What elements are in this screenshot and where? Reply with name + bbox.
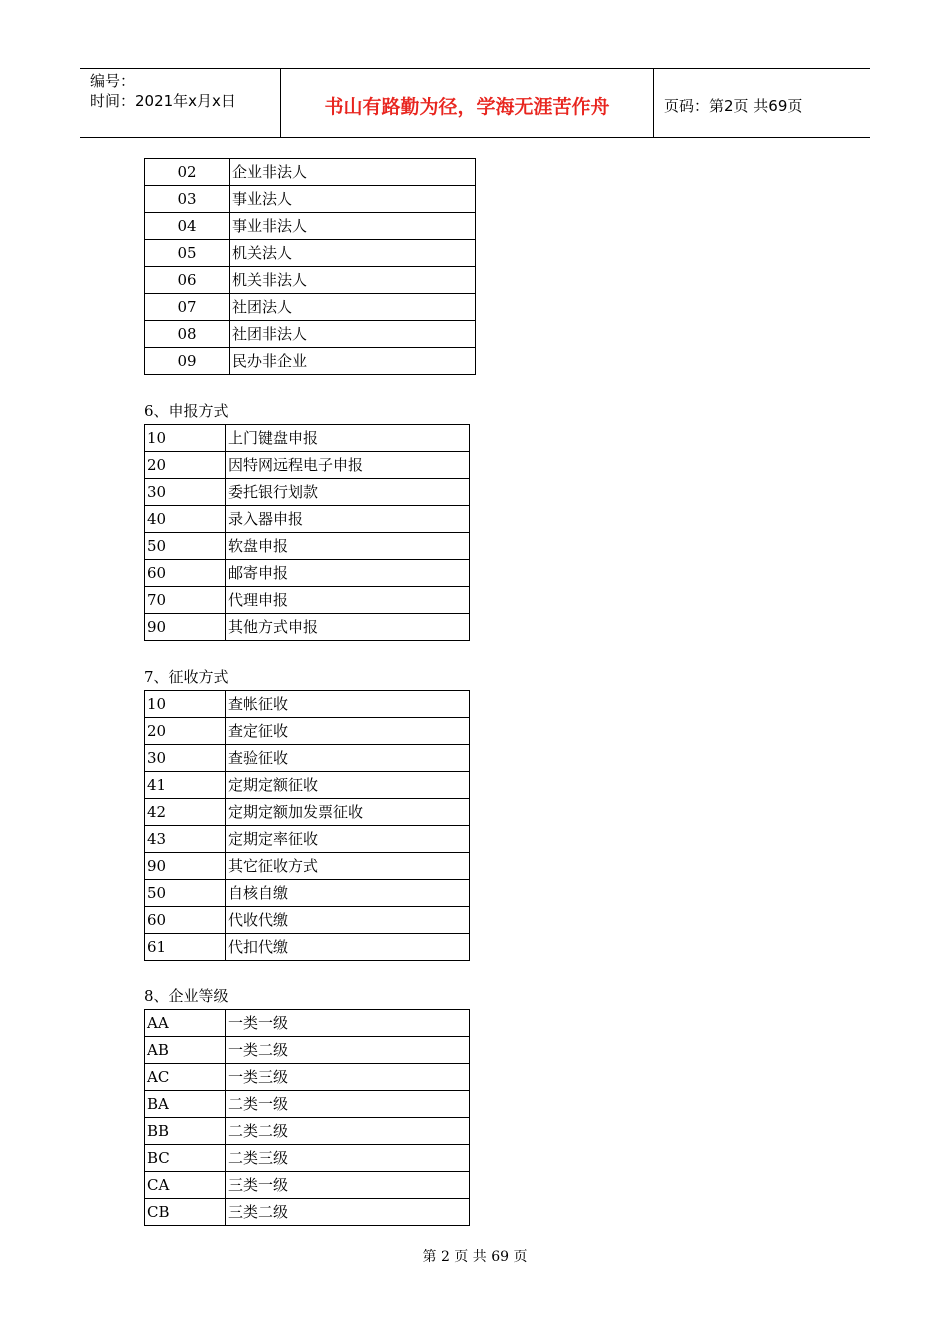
table-row	[145, 772, 470, 799]
table-row	[145, 826, 470, 853]
table-row	[145, 533, 470, 560]
table-row	[145, 213, 476, 240]
description-cell: 机关法人	[230, 240, 476, 267]
description-cell: 查验征收	[226, 745, 470, 772]
page-header	[80, 68, 870, 138]
table-row	[145, 745, 470, 772]
description-cell: 因特网远程电子申报	[226, 452, 470, 479]
table-row	[145, 614, 470, 641]
table-row	[145, 587, 470, 614]
code-cell: 90	[145, 853, 226, 880]
table-row	[145, 1118, 470, 1145]
code-cell: 04	[145, 213, 230, 240]
code-cell: 10	[145, 691, 226, 718]
code-cell: BC	[145, 1145, 226, 1172]
code-cell: CA	[145, 1172, 226, 1199]
code-cell: 05	[145, 240, 230, 267]
table-row	[145, 1010, 470, 1037]
header-page-info: 页码：第2页 共69页	[664, 96, 803, 115]
code-cell: 03	[145, 186, 230, 213]
description-cell: 一类二级	[226, 1037, 470, 1064]
table-row	[145, 240, 476, 267]
code-cell: BB	[145, 1118, 226, 1145]
code-cell: BA	[145, 1091, 226, 1118]
page-footer: 第 2 页 共 69 页	[422, 1249, 528, 1265]
code-cell: 06	[145, 267, 230, 294]
document-number-label: 编号：	[90, 72, 136, 90]
description-cell: 事业非法人	[230, 213, 476, 240]
table-row	[145, 452, 470, 479]
legal-type-table	[144, 158, 476, 375]
code-cell: 42	[145, 799, 226, 826]
table-row	[145, 880, 470, 907]
description-cell: 查定征收	[226, 718, 470, 745]
description-cell: 定期定额征收	[226, 772, 470, 799]
description-cell: 二类一级	[226, 1091, 470, 1118]
code-cell: 41	[145, 772, 226, 799]
code-cell: 50	[145, 880, 226, 907]
description-cell: 其他方式申报	[226, 614, 470, 641]
description-cell: 代扣代缴	[226, 934, 470, 961]
description-cell: 机关非法人	[230, 267, 476, 294]
description-cell: 软盘申报	[226, 533, 470, 560]
collection-method-table	[144, 690, 470, 961]
code-cell: 61	[145, 934, 226, 961]
description-cell: 社团非法人	[230, 321, 476, 348]
header-motto: 书山有路勤为径，学海无涯苦作舟	[281, 69, 654, 137]
code-cell: 08	[145, 321, 230, 348]
code-cell: 30	[145, 745, 226, 772]
table-row	[145, 718, 470, 745]
code-cell: 10	[145, 425, 226, 452]
code-cell: 90	[145, 614, 226, 641]
table-row	[145, 1064, 470, 1091]
description-cell: 社团法人	[230, 294, 476, 321]
description-cell: 三类二级	[226, 1199, 470, 1226]
code-cell: 30	[145, 479, 226, 506]
table-row	[145, 267, 476, 294]
table-row	[145, 1145, 470, 1172]
code-cell: 60	[145, 560, 226, 587]
description-cell: 代理申报	[226, 587, 470, 614]
code-cell: 07	[145, 294, 230, 321]
description-cell: 代收代缴	[226, 907, 470, 934]
table-row	[145, 907, 470, 934]
code-cell: 40	[145, 506, 226, 533]
description-cell: 二类三级	[226, 1145, 470, 1172]
header-meta	[80, 69, 281, 137]
description-cell: 一类三级	[226, 1064, 470, 1091]
description-cell: 上门键盘申报	[226, 425, 470, 452]
declare-method-table	[144, 424, 470, 641]
description-cell: 定期定率征收	[226, 826, 470, 853]
code-cell: 60	[145, 907, 226, 934]
table-row	[145, 1199, 470, 1226]
description-cell: 二类二级	[226, 1118, 470, 1145]
description-cell: 定期定额加发票征收	[226, 799, 470, 826]
code-cell: AB	[145, 1037, 226, 1064]
section-title-declare-method: 6、申报方式	[144, 402, 229, 420]
description-cell: 委托银行划款	[226, 479, 470, 506]
description-cell: 事业法人	[230, 186, 476, 213]
table-row	[145, 186, 476, 213]
code-cell: 20	[145, 452, 226, 479]
enterprise-grade-table	[144, 1009, 470, 1226]
code-cell: 43	[145, 826, 226, 853]
description-cell: 邮寄申报	[226, 560, 470, 587]
code-cell: AA	[145, 1010, 226, 1037]
table-row	[145, 159, 476, 186]
table-row	[145, 853, 470, 880]
table-row	[145, 1172, 470, 1199]
code-cell: 02	[145, 159, 230, 186]
table-row	[145, 348, 476, 375]
description-cell: 一类一级	[226, 1010, 470, 1037]
description-cell: 民办非企业	[230, 348, 476, 375]
code-cell: AC	[145, 1064, 226, 1091]
table-row	[145, 691, 470, 718]
table-row	[145, 294, 476, 321]
table-row	[145, 425, 470, 452]
code-cell: 20	[145, 718, 226, 745]
section-title-enterprise-grade: 8、企业等级	[144, 987, 229, 1005]
code-cell: 09	[145, 348, 230, 375]
table-row	[145, 934, 470, 961]
table-row	[145, 1091, 470, 1118]
description-cell: 企业非法人	[230, 159, 476, 186]
code-cell: 70	[145, 587, 226, 614]
description-cell: 自核自缴	[226, 880, 470, 907]
description-cell: 录入器申报	[226, 506, 470, 533]
table-row	[145, 560, 470, 587]
description-cell: 三类一级	[226, 1172, 470, 1199]
description-cell: 其它征收方式	[226, 853, 470, 880]
section-title-collection-method: 7、征收方式	[144, 668, 229, 686]
table-row	[145, 321, 476, 348]
document-time-label: 时间：2021年x月x日	[90, 92, 236, 110]
code-cell: 50	[145, 533, 226, 560]
table-row	[145, 1037, 470, 1064]
table-row	[145, 799, 470, 826]
description-cell: 查帐征收	[226, 691, 470, 718]
table-row	[145, 479, 470, 506]
code-cell: CB	[145, 1199, 226, 1226]
table-row	[145, 506, 470, 533]
